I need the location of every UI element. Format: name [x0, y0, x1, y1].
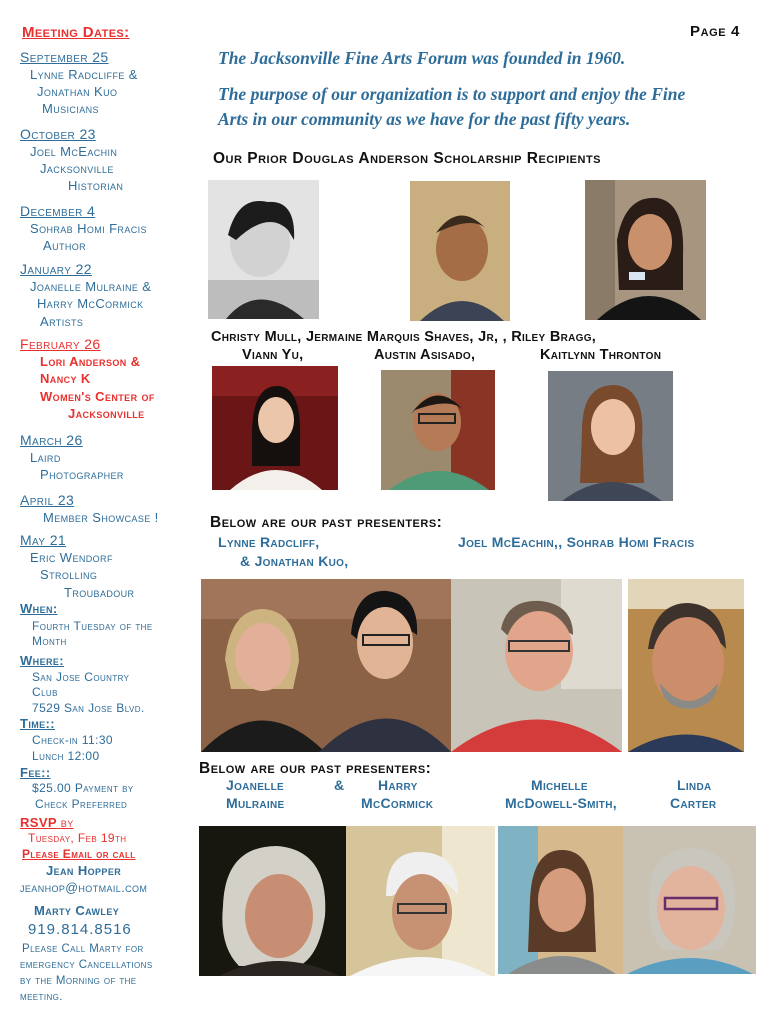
presenter-name: & — [334, 777, 345, 793]
date-march: March 26 — [20, 432, 83, 448]
scholarship-name: Viann Yu, — [242, 347, 304, 363]
presenter-line: Strolling — [40, 567, 98, 582]
presenter-line: Jacksonville — [68, 406, 145, 421]
date-september: September 25 — [20, 49, 109, 65]
presenter-name: Harry — [378, 777, 418, 793]
when-line: Month — [32, 634, 67, 648]
presenter-name: Joel McEachin,, Sohrab Homi Fracis — [458, 534, 695, 550]
time-line: Lunch 12:00 — [32, 749, 100, 763]
presenter-line: Eric Wendorf — [30, 550, 113, 565]
presenter-name: Mulraine — [226, 795, 285, 811]
presenter-line: Joanelle Mulraine & — [30, 279, 152, 294]
fee-line: Check Preferred — [35, 797, 128, 811]
photo-jermaine-shaves — [410, 181, 510, 321]
fee-line: $25.00 Payment by — [32, 781, 134, 795]
date-january: January 22 — [20, 261, 92, 277]
scholarship-name: Kaitlynn Thronton — [540, 347, 662, 363]
photo-michelle-mcdowell-smith — [498, 826, 623, 974]
scholarship-names-row-1: Christy Mull, Jermaine Marquis Shaves, Jr, , Riley Bragg, — [211, 329, 597, 345]
photo-harry-mccormick — [346, 826, 495, 976]
note-line: meeting. — [20, 991, 63, 1003]
photo-sohrab-fracis — [628, 579, 744, 752]
date-december: December 4 — [20, 203, 96, 219]
presenter-name: & Jonathan Kuo, — [240, 553, 349, 569]
rsvp-text: RSVP — [20, 815, 57, 830]
presenter-line: Lynne Radcliffe & — [30, 67, 138, 82]
presenter-name: Joanelle — [226, 777, 284, 793]
presenter-name: Michelle — [531, 777, 588, 793]
where-line: 7529 San Jose Blvd. — [32, 701, 145, 715]
presenter-line: Laird — [30, 450, 61, 465]
photo-christy-mull — [208, 180, 319, 319]
photo-viann-yu — [212, 366, 338, 490]
presenter-line: Joel McEachin — [30, 144, 118, 159]
presenter-line: Photographer — [40, 467, 124, 482]
presenter-line: Lori Anderson & — [40, 354, 141, 369]
photo-austin-asisado — [381, 370, 495, 490]
where-line: San Jose Country — [32, 670, 130, 684]
intro-line-2: The purpose of our organization is to support and enjoy the Fine — [218, 84, 686, 104]
where-label: Where: — [20, 653, 65, 668]
presenter-name: Carter — [670, 795, 717, 811]
presenter-line: Musicians — [42, 101, 99, 116]
fee-label: Fee:: — [20, 765, 51, 780]
presenter-line: Women's Center of — [40, 389, 155, 404]
when-line: Fourth Tuesday of the — [32, 619, 153, 633]
photo-riley-bragg — [585, 180, 706, 320]
sidebar — [0, 0, 200, 1023]
meeting-dates-title: Meeting Dates: — [22, 24, 130, 41]
presenter-line: Jacksonville — [40, 161, 114, 176]
contact-phone[interactable]: 919.814.8516 — [28, 921, 132, 938]
photo-joel-mceachin — [451, 579, 622, 752]
presenter-line: Troubadour — [64, 585, 135, 600]
intro-line-3: Arts in our community as we have for the past fifty years. — [218, 109, 631, 129]
note-line: emergency Cancellations — [20, 959, 153, 971]
contact-name: Marty Cawley — [34, 903, 120, 918]
note-line: by the Morning of the — [20, 975, 137, 987]
intro-line-1: The Jacksonville Fine Arts Forum was founded in 1960. — [218, 48, 626, 68]
rsvp-line: Please Email or call — [22, 847, 136, 861]
presenter-line: Sohrab Homi Fracis — [30, 221, 147, 236]
photo-joanelle-mulraine — [199, 826, 346, 976]
where-line: Club — [32, 685, 58, 699]
presenters-heading-1: Below are our past presenters: — [210, 514, 443, 531]
presenter-line: Member Showcase ! — [43, 510, 159, 525]
rsvp-label — [20, 815, 74, 830]
presenters-heading-2: Below are our past presenters: — [199, 760, 432, 777]
date-october: October 23 — [20, 126, 96, 142]
time-line: Check-in 11:30 — [32, 733, 113, 747]
presenter-line: Artists — [40, 314, 84, 329]
presenter-line: Author — [43, 238, 87, 253]
rsvp-name: Jean Hopper — [46, 863, 122, 878]
scholarship-heading: Our Prior Douglas Anderson Scholarship Recipients — [213, 150, 602, 167]
presenter-line: Jonathan Kuo — [37, 84, 118, 99]
photo-kaitlynn-thronton — [548, 371, 673, 501]
page-number: Page 4 — [690, 23, 740, 40]
photo-radcliff-kuo — [201, 579, 451, 752]
presenter-name: McDowell-Smith, — [505, 795, 617, 811]
rsvp-email[interactable]: jeanhop@hotmail.com — [20, 881, 148, 895]
rsvp-line: Tuesday, Feb 19th — [28, 831, 127, 845]
time-label: Time:: — [20, 716, 55, 731]
presenter-line: Nancy K — [40, 371, 91, 386]
photo-linda-carter — [623, 826, 756, 974]
date-may: May 21 — [20, 532, 67, 548]
note-line: Please Call Marty for — [22, 943, 144, 955]
presenter-line: Harry McCormick — [37, 296, 144, 311]
scholarship-name: Austin Asisado, — [374, 347, 476, 363]
presenter-name: Lynne Radcliff, — [218, 534, 320, 550]
when-label: When: — [20, 601, 58, 616]
date-april: April 23 — [20, 492, 75, 508]
presenter-name: Linda — [677, 777, 712, 793]
date-february: February 26 — [20, 336, 101, 352]
presenter-name: McCormick — [361, 795, 434, 811]
presenter-line: Historian — [68, 178, 124, 193]
rsvp-by: by — [60, 815, 74, 830]
